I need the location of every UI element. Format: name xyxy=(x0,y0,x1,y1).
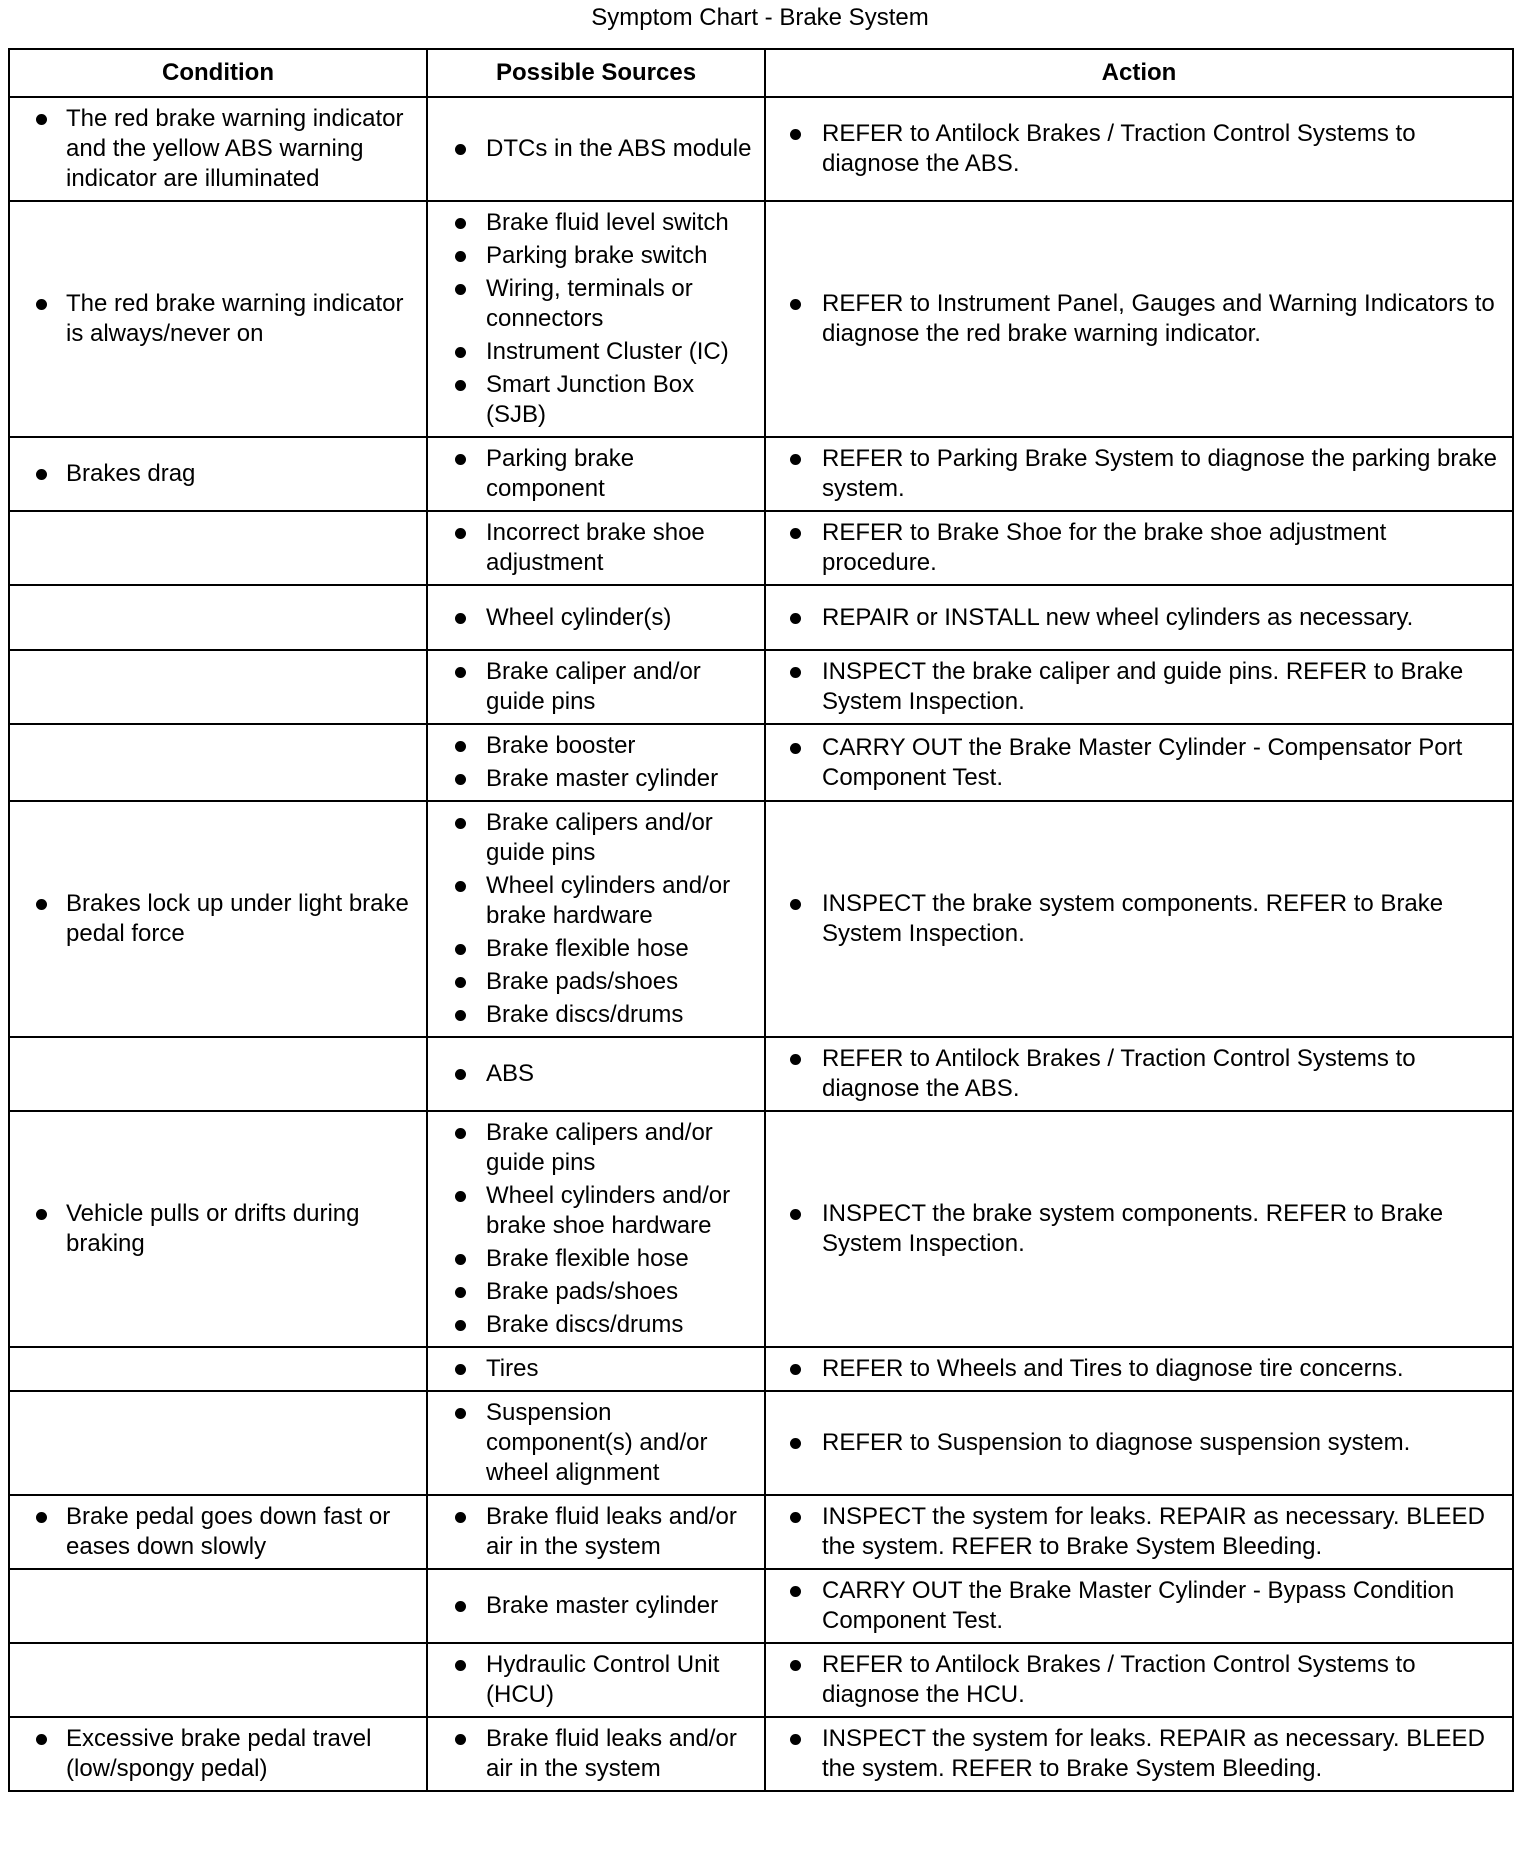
condition-cell xyxy=(9,1495,427,1569)
action-cell xyxy=(765,1717,1513,1791)
table-row xyxy=(9,724,1513,801)
action-text: REFER to Parking Brake System to diagnose the parking brake system. xyxy=(766,444,1502,504)
possible-source-item: Brake calipers and/or guide pins xyxy=(428,808,754,868)
condition-cell xyxy=(9,724,427,801)
possible-sources-list xyxy=(428,518,754,578)
possible-sources-list xyxy=(428,731,754,794)
action-list xyxy=(766,518,1502,578)
action-text: INSPECT the brake system components. REFER to Brake System Inspection. xyxy=(766,1199,1502,1259)
possible-source-item: Tires xyxy=(428,1354,754,1384)
action-list xyxy=(766,1576,1502,1636)
table-row xyxy=(9,801,1513,1037)
possible-sources-list xyxy=(428,808,754,1030)
possible-sources-cell xyxy=(427,585,765,650)
possible-sources-list xyxy=(428,1354,754,1384)
header-row xyxy=(9,49,1513,97)
condition-text: Brake pedal goes down fast or eases down slowly xyxy=(10,1502,416,1562)
action-cell xyxy=(765,1643,1513,1717)
table-row xyxy=(9,650,1513,724)
table-row xyxy=(9,1495,1513,1569)
possible-sources-list xyxy=(428,1724,754,1784)
possible-source-item: Incorrect brake shoe adjustment xyxy=(428,518,754,578)
condition-text: The red brake warning indicator is always/never on xyxy=(10,289,416,349)
table-row xyxy=(9,1111,1513,1347)
condition-list xyxy=(10,104,416,194)
condition-cell xyxy=(9,437,427,511)
possible-sources-cell xyxy=(427,724,765,801)
condition-list xyxy=(10,289,416,349)
condition-cell xyxy=(9,1347,427,1391)
possible-sources-list xyxy=(428,1502,754,1562)
table-row xyxy=(9,97,1513,201)
possible-source-item: Wheel cylinders and/or brake hardware xyxy=(428,871,754,931)
condition-cell xyxy=(9,1643,427,1717)
action-text: REFER to Suspension to diagnose suspension system. xyxy=(766,1428,1502,1458)
possible-source-item: Brake master cylinder xyxy=(428,764,754,794)
action-list xyxy=(766,1044,1502,1104)
condition-list xyxy=(10,1724,416,1784)
possible-sources-cell xyxy=(427,437,765,511)
action-list xyxy=(766,1199,1502,1259)
table-row xyxy=(9,1347,1513,1391)
action-cell xyxy=(765,1391,1513,1495)
possible-sources-list xyxy=(428,603,754,633)
possible-sources-list xyxy=(428,1398,754,1488)
condition-text: Brakes lock up under light brake pedal force xyxy=(10,889,416,949)
action-cell xyxy=(765,511,1513,585)
possible-sources-list xyxy=(428,444,754,504)
header-possible-sources: Possible Sources xyxy=(427,49,765,97)
condition-list xyxy=(10,459,416,489)
possible-sources-cell xyxy=(427,1037,765,1111)
action-list xyxy=(766,603,1502,633)
possible-sources-list xyxy=(428,1650,754,1710)
possible-source-item: Brake booster xyxy=(428,731,754,761)
possible-sources-list xyxy=(428,134,754,164)
possible-source-item: DTCs in the ABS module xyxy=(428,134,754,164)
condition-text: Vehicle pulls or drifts during braking xyxy=(10,1199,416,1259)
condition-cell xyxy=(9,1569,427,1643)
action-cell xyxy=(765,801,1513,1037)
possible-source-item: Brake calipers and/or guide pins xyxy=(428,1118,754,1178)
possible-source-item: Brake pads/shoes xyxy=(428,967,754,997)
possible-source-item: Brake pads/shoes xyxy=(428,1277,754,1307)
action-list xyxy=(766,1354,1502,1384)
action-text: CARRY OUT the Brake Master Cylinder - Compensator Port Component Test. xyxy=(766,733,1502,793)
condition-cell xyxy=(9,1111,427,1347)
possible-sources-list xyxy=(428,208,754,430)
possible-source-item: Suspension component(s) and/or wheel alignment xyxy=(428,1398,754,1488)
action-cell xyxy=(765,1495,1513,1569)
action-list xyxy=(766,1502,1502,1562)
action-text: INSPECT the brake system components. REFER to Brake System Inspection. xyxy=(766,889,1502,949)
table-row xyxy=(9,1037,1513,1111)
action-cell xyxy=(765,437,1513,511)
action-list xyxy=(766,1428,1502,1458)
condition-cell xyxy=(9,801,427,1037)
condition-list xyxy=(10,1502,416,1562)
possible-source-item: Brake caliper and/or guide pins xyxy=(428,657,754,717)
action-text: REFER to Brake Shoe for the brake shoe adjustment procedure. xyxy=(766,518,1502,578)
action-list xyxy=(766,889,1502,949)
condition-cell xyxy=(9,511,427,585)
possible-sources-cell xyxy=(427,201,765,437)
header-condition: Condition xyxy=(9,49,427,97)
possible-sources-cell xyxy=(427,1569,765,1643)
condition-text: The red brake warning indicator and the yellow ABS warning indicator are illuminated xyxy=(10,104,416,194)
condition-cell xyxy=(9,201,427,437)
possible-sources-cell xyxy=(427,1643,765,1717)
action-cell xyxy=(765,1037,1513,1111)
possible-source-item: Brake fluid leaks and/or air in the system xyxy=(428,1724,754,1784)
condition-list xyxy=(10,889,416,949)
condition-cell xyxy=(9,1717,427,1791)
possible-sources-cell xyxy=(427,1111,765,1347)
possible-sources-cell xyxy=(427,1347,765,1391)
action-cell xyxy=(765,201,1513,437)
possible-source-item: Wheel cylinders and/or brake shoe hardware xyxy=(428,1181,754,1241)
action-cell xyxy=(765,97,1513,201)
action-cell xyxy=(765,1569,1513,1643)
condition-text: Excessive brake pedal travel (low/spongy pedal) xyxy=(10,1724,416,1784)
table-row xyxy=(9,511,1513,585)
possible-source-item: Brake master cylinder xyxy=(428,1591,754,1621)
action-list xyxy=(766,657,1502,717)
condition-list xyxy=(10,1199,416,1259)
action-text: REFER to Antilock Brakes / Traction Control Systems to diagnose the HCU. xyxy=(766,1650,1502,1710)
possible-source-item: Brake fluid leaks and/or air in the system xyxy=(428,1502,754,1562)
action-cell xyxy=(765,724,1513,801)
possible-sources-cell xyxy=(427,650,765,724)
action-list xyxy=(766,119,1502,179)
possible-source-item: Hydraulic Control Unit (HCU) xyxy=(428,1650,754,1710)
possible-sources-cell xyxy=(427,511,765,585)
table-row xyxy=(9,201,1513,437)
symptom-chart-table xyxy=(8,48,1514,1792)
action-list xyxy=(766,1650,1502,1710)
action-list xyxy=(766,1724,1502,1784)
condition-cell xyxy=(9,97,427,201)
action-text: REFER to Antilock Brakes / Traction Control Systems to diagnose the ABS. xyxy=(766,119,1502,179)
table-row xyxy=(9,1391,1513,1495)
possible-sources-cell xyxy=(427,97,765,201)
action-cell xyxy=(765,585,1513,650)
action-text: REPAIR or INSTALL new wheel cylinders as necessary. xyxy=(766,603,1502,633)
possible-source-item: Brake flexible hose xyxy=(428,934,754,964)
action-text: INSPECT the system for leaks. REPAIR as necessary. BLEED the system. REFER to Brake System Bleeding. xyxy=(766,1724,1502,1784)
possible-sources-cell xyxy=(427,1391,765,1495)
action-text: REFER to Antilock Brakes / Traction Control Systems to diagnose the ABS. xyxy=(766,1044,1502,1104)
possible-sources-cell xyxy=(427,1717,765,1791)
action-cell xyxy=(765,1347,1513,1391)
possible-source-item: Parking brake component xyxy=(428,444,754,504)
action-text: REFER to Wheels and Tires to diagnose tire concerns. xyxy=(766,1354,1502,1384)
possible-sources-list xyxy=(428,657,754,717)
page-title: Symptom Chart - Brake System xyxy=(591,4,929,31)
action-text: INSPECT the system for leaks. REPAIR as necessary. BLEED the system. REFER to Brake System Bleeding. xyxy=(766,1502,1502,1562)
condition-cell xyxy=(9,1391,427,1495)
action-list xyxy=(766,733,1502,793)
possible-source-item: Parking brake switch xyxy=(428,241,754,271)
possible-sources-cell xyxy=(427,801,765,1037)
table-row xyxy=(9,1717,1513,1791)
condition-text: Brakes drag xyxy=(10,459,416,489)
chart-body xyxy=(9,97,1513,1791)
possible-source-item: Wheel cylinder(s) xyxy=(428,603,754,633)
action-cell xyxy=(765,650,1513,724)
action-text: INSPECT the brake caliper and guide pins. REFER to Brake System Inspection. xyxy=(766,657,1502,717)
possible-sources-list xyxy=(428,1591,754,1621)
header-action: Action xyxy=(765,49,1513,97)
possible-source-item: ABS xyxy=(428,1059,754,1089)
condition-cell xyxy=(9,585,427,650)
possible-source-item: Brake discs/drums xyxy=(428,1000,754,1030)
condition-cell xyxy=(9,1037,427,1111)
action-list xyxy=(766,289,1502,349)
action-cell xyxy=(765,1111,1513,1347)
possible-source-item: Smart Junction Box (SJB) xyxy=(428,370,754,430)
table-row xyxy=(9,585,1513,650)
possible-source-item: Wiring, terminals or connectors xyxy=(428,274,754,334)
possible-source-item: Instrument Cluster (IC) xyxy=(428,337,754,367)
action-text: CARRY OUT the Brake Master Cylinder - Bypass Condition Component Test. xyxy=(766,1576,1502,1636)
table-row xyxy=(9,1643,1513,1717)
possible-sources-list xyxy=(428,1118,754,1340)
table-row xyxy=(9,437,1513,511)
table-row xyxy=(9,1569,1513,1643)
possible-source-item: Brake discs/drums xyxy=(428,1310,754,1340)
condition-cell xyxy=(9,650,427,724)
possible-source-item: Brake fluid level switch xyxy=(428,208,754,238)
action-text: REFER to Instrument Panel, Gauges and Warning Indicators to diagnose the red brake warning indicator. xyxy=(766,289,1502,349)
possible-source-item: Brake flexible hose xyxy=(428,1244,754,1274)
possible-sources-cell xyxy=(427,1495,765,1569)
possible-sources-list xyxy=(428,1059,754,1089)
action-list xyxy=(766,444,1502,504)
